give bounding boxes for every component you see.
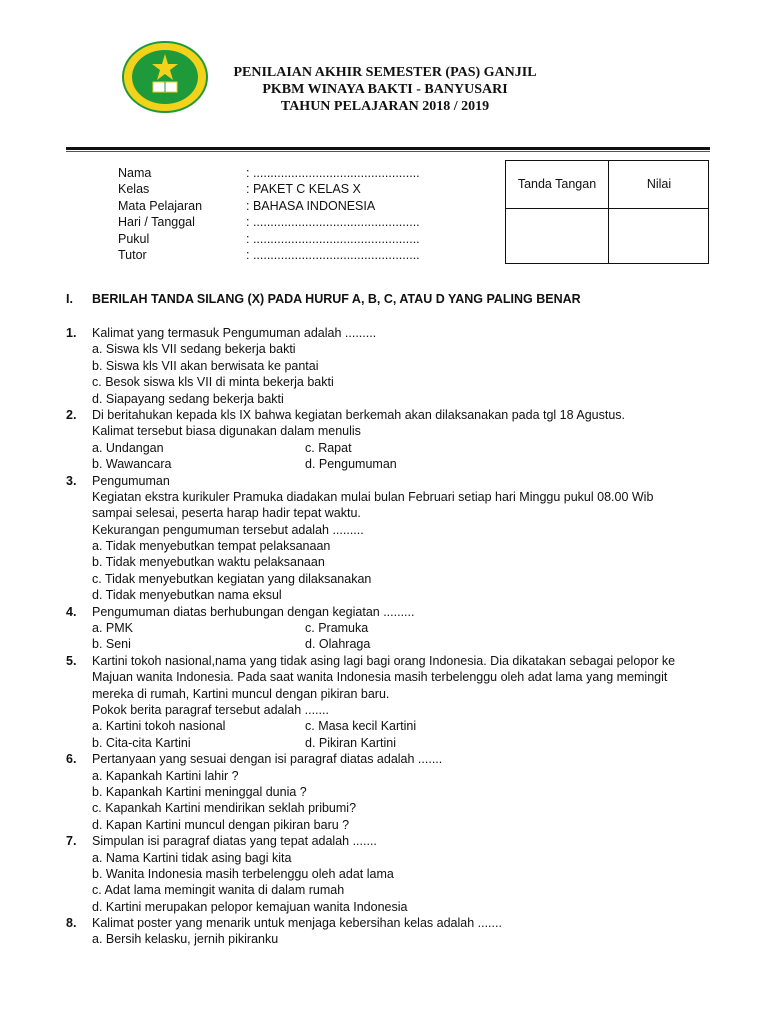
line-text: Pengumuman diatas berhubungan dengan kegiatan ......... <box>92 604 415 619</box>
info-value: : ................................................ <box>246 247 420 262</box>
question-detail-line <box>66 931 716 947</box>
line-text: a. Bersih kelasku, jernih pikiranku <box>92 932 279 947</box>
question-detail-line <box>66 374 716 390</box>
question-detail-line <box>66 718 716 734</box>
question-detail-line <box>66 686 716 702</box>
question-detail-line <box>66 866 716 882</box>
line-text: Kekurangan pengumuman tersebut adalah ......... <box>92 522 364 537</box>
line-text: Di beritahukan kepada kls IX bahwa kegiatan berkemah akan dilaksanakan pada tgl 18 Agustus. <box>92 407 625 422</box>
section-number: I. <box>66 292 73 306</box>
line-text: b. Tidak menyebutkan waktu pelaksanaan <box>92 555 325 570</box>
question-detail-line <box>66 817 716 833</box>
line-text: Kegiatan ekstra kurikuler Pramuka diadakan mulai bulan Februari setiap hari Minggu pukul 08.00 Wib <box>92 489 654 504</box>
line-text: d. Kapan Kartini muncul dengan pikiran baru ? <box>92 817 350 832</box>
question-line <box>66 653 716 669</box>
school-logo <box>121 40 209 114</box>
signature-score-table <box>505 160 709 264</box>
line-text: a. Undangan <box>92 440 164 455</box>
line-text: Pengumuman <box>92 473 170 488</box>
option-second-column: c. Rapat <box>305 440 352 455</box>
question-detail-line <box>66 538 716 554</box>
line-text: Majuan wanita Indonesia. Pada saat wanita Indonesia masih terbelenggu oleh adat lama yang memingit <box>92 670 668 685</box>
line-text: b. Cita-cita Kartini <box>92 735 191 750</box>
line-text: Pertanyaan yang sesuai dengan isi paragraf diatas adalah ....... <box>92 752 443 767</box>
line-text: mereka di rumah, Kartini muncul dengan pikiran baru. <box>92 686 390 701</box>
line-text: a. Siswa kls VII sedang bekerja bakti <box>92 342 296 357</box>
signature-header: Tanda Tangan <box>517 177 597 191</box>
info-value: : PAKET C KELAS X <box>246 182 361 197</box>
line-text: sampai selesai, peserta harap hadir tepat waktu. <box>92 506 361 521</box>
question-number: 5. <box>66 653 77 668</box>
question-line <box>66 751 716 767</box>
question-line <box>66 833 716 849</box>
question-detail-line <box>66 768 716 784</box>
question-line <box>66 473 716 489</box>
question-detail-line <box>66 800 716 816</box>
line-text: a. PMK <box>92 621 133 636</box>
line-text: b. Wanita Indonesia masih terbelenggu oleh adat lama <box>92 866 394 881</box>
info-label: Hari / Tanggal <box>118 215 195 230</box>
question-detail-line <box>66 423 716 439</box>
question-number: 4. <box>66 604 77 619</box>
question-detail-line <box>66 341 716 357</box>
question-number: 1. <box>66 326 77 340</box>
question-number: 7. <box>66 834 77 849</box>
line-text: b. Kapankah Kartini meninggal dunia ? <box>92 784 307 799</box>
line-text: b. Wawancara <box>92 457 172 472</box>
line-text: a. Nama Kartini tidak asing bagi kita <box>92 850 292 865</box>
line-text: a. Kapankah Kartini lahir ? <box>92 768 239 783</box>
question-detail-line <box>66 899 716 915</box>
line-text: c. Besok siswa kls VII di minta bekerja bakti <box>92 375 334 390</box>
info-value: : ................................................ <box>246 166 420 180</box>
question-detail-line <box>66 620 716 636</box>
header-divider-thin <box>66 151 710 152</box>
question-line <box>66 915 716 931</box>
line-text: c. Adat lama memingit wanita di dalam rumah <box>92 883 345 898</box>
line-text: d. Tidak menyebutkan nama eksul <box>92 588 282 603</box>
question-line <box>66 407 716 423</box>
option-second-column: c. Pramuka <box>305 621 369 636</box>
document-header <box>200 64 570 115</box>
line-text: d. Kartini merupakan pelopor kemajuan wanita Indonesia <box>92 899 408 914</box>
line-text: c. Tidak menyebutkan kegiatan yang dilaksanakan <box>92 571 372 586</box>
section-title: BERILAH TANDA SILANG (X) PADA HURUF A, B, C, ATAU D YANG PALING BENAR <box>92 292 581 306</box>
line-text: Kalimat yang termasuk Pengumuman adalah ......... <box>92 326 377 340</box>
question-detail-line <box>66 505 716 521</box>
info-value: : ................................................ <box>246 231 420 246</box>
header-year: TAHUN PELAJARAN 2018 / 2019 <box>280 99 490 114</box>
option-second-column: d. Olahraga <box>305 637 371 652</box>
info-value: : ................................................ <box>246 215 420 230</box>
header-institution: PKBM WINAYA BAKTI - BANYUSARI <box>262 82 508 97</box>
question-detail-line <box>66 456 716 472</box>
question-line <box>66 604 716 620</box>
question-detail-line <box>66 489 716 505</box>
question-detail-line <box>66 554 716 570</box>
line-text: Simpulan isi paragraf diatas yang tepat adalah ....... <box>92 834 377 849</box>
question-detail-line <box>66 669 716 685</box>
question-detail-line <box>66 587 716 603</box>
question-detail-line <box>66 522 716 538</box>
info-label: Pukul <box>118 231 150 246</box>
line-text: c. Kapankah Kartini mendirikan seklah pribumi? <box>92 801 357 816</box>
line-text: Kalimat tersebut biasa digunakan dalam menulis <box>92 424 361 439</box>
info-value: : BAHASA INDONESIA <box>246 198 376 213</box>
option-second-column: d. Pengumuman <box>305 457 397 472</box>
line-text: Kalimat poster yang menarik untuk menjaga kebersihan kelas adalah ....... <box>92 916 502 931</box>
question-detail-line <box>66 784 716 800</box>
info-label: Tutor <box>118 247 147 262</box>
question-detail-line <box>66 702 716 718</box>
header-title: PENILAIAN AKHIR SEMESTER (PAS) GANJIL <box>233 65 537 80</box>
question-detail-line <box>66 882 716 898</box>
question-number: 6. <box>66 752 77 767</box>
info-label: Kelas <box>118 182 150 197</box>
question-detail-line <box>66 571 716 587</box>
question-number: 8. <box>66 916 77 931</box>
info-label: Mata Pelajaran <box>118 198 203 213</box>
info-label: Nama <box>118 166 152 180</box>
question-list <box>66 325 716 948</box>
question-detail-line <box>66 391 716 407</box>
header-divider <box>66 147 710 150</box>
line-text: Kartini tokoh nasional,nama yang tidak asing lagi bagi orang Indonesia. Dia dikatakan sebagai pelopor ke <box>92 653 676 668</box>
question-detail-line <box>66 440 716 456</box>
line-text: a. Tidak menyebutkan tempat pelaksanaan <box>92 539 331 554</box>
line-text: Pokok berita paragraf tersebut adalah ....... <box>92 702 329 717</box>
line-text: d. Siapayang sedang bekerja bakti <box>92 391 284 406</box>
question-detail-line <box>66 850 716 866</box>
option-second-column: d. Pikiran Kartini <box>305 735 397 750</box>
line-text: b. Siswa kls VII akan berwisata ke pantai <box>92 358 319 373</box>
question-detail-line <box>66 735 716 751</box>
line-text: b. Seni <box>92 637 131 652</box>
line-text: a. Kartini tokoh nasional <box>92 719 226 734</box>
question-detail-line <box>66 358 716 374</box>
option-second-column: c. Masa kecil Kartini <box>305 719 417 734</box>
score-header: Nilai <box>646 177 672 191</box>
question-line <box>66 325 716 341</box>
question-number: 2. <box>66 407 77 422</box>
question-detail-line <box>66 636 716 652</box>
question-number: 3. <box>66 473 77 488</box>
